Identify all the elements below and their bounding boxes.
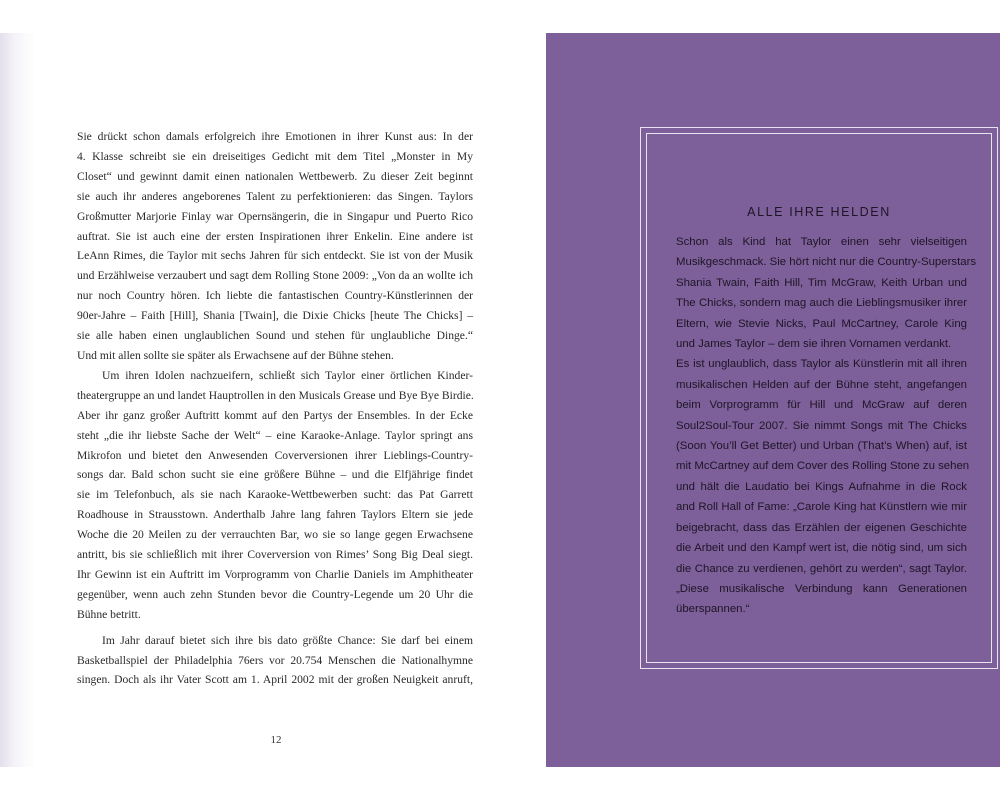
text-line: Um ihren Idolen nachzueifern, schließt sich Taylor einer örtlichen Kinder-: [102, 368, 473, 382]
page-number: 12: [270, 734, 282, 746]
sidebar-line: die Chance zu verdienen, gehört zu werden“, sagt Taylor.: [676, 562, 967, 575]
paragraph-2: [77, 366, 473, 625]
text-line: 90er-Jahre – Faith [Hill], Shania [Twain], die Dixie Chicks [heute The Chicks] –: [77, 309, 473, 323]
sidebar-line: Schon als Kind hat Taylor einen sehr vielseitigen: [676, 236, 967, 248]
sidebar-line: und hält die Laudatio bei Kings Aufnahme in die Rock: [676, 480, 967, 493]
text-line: Ihr Gewinn ist ein Auftritt im Vorprogramm von Charlie Daniels im Amphitheater: [77, 567, 473, 581]
sidebar-line: (Soon You’ll Get Better) und Urban (That’s When) auf, ist: [676, 440, 967, 453]
sidebar-line: Eltern, wie Stevie Nicks, Paul McCartney, Carole King: [676, 317, 967, 330]
text-line: Roadhouse in Strausstown. Anderthalb Jahre lang fahren Taylors Eltern sie jede: [77, 508, 473, 522]
text-line: Im Jahr darauf bietet sich ihre bis dato größte Chance: Sie darf bei einem: [102, 633, 473, 647]
text-line: Basketballspiel der Philadelphia 76ers vor 20.754 Menschen die Nationalhymne: [77, 653, 473, 667]
sidebar-line: Soul2Soul-Tour 2007. Sie nimmt Songs mit The Chicks: [676, 419, 967, 432]
sidebar-line: die Arbeit und den Kampf wert ist, die nötig sind, um sich: [676, 542, 967, 555]
text-line: sie auch ihr anderes angeborenes Talent zu perfektionieren: das Singen. Taylors: [77, 189, 473, 203]
text-line: gegenüber, wenn auch zehn Stunden bevor die Country-Legende um 20 Uhr die: [77, 587, 473, 601]
text-line: sie alle haben einen unglaublichen Sound und stehen für unglaubliche Dinge.“: [77, 329, 473, 343]
text-line: LeAnn Rimes, die Taylor mit sechs Jahren für sich entdeckt. Sie ist von der Musik: [77, 249, 473, 263]
text-line: theatergruppe an und landet Hauptrollen in den Musicals Grease und Bye Bye Birdie.: [77, 388, 474, 402]
sidebar-line: und James Taylor – dem sie ihren Vornamen verdankt.: [676, 338, 952, 351]
sidebar-line: beigebracht, dass das Erzählen der eigenen Geschichte: [676, 521, 967, 534]
text-line: singen. Doch als ihr Vater Scott am 1. April 2002 mit der großen Neuigkeit anruft,: [77, 673, 473, 687]
text-line: Bühne betritt.: [77, 607, 141, 621]
sidebar-line: and Roll Hall of Fame: „Carole King hat Künstlern wie mir: [676, 501, 967, 514]
text-line: 4. Klasse schreibt sie ein dreiseitiges Gedicht mit dem Titel „Monster in My: [77, 149, 473, 163]
text-line: sie im Telefonbuch, als sie nach Karaoke-Wettbewerben sucht: das Pat Garrett: [77, 488, 473, 502]
sidebar-line: Es ist unglaublich, dass Taylor als Künstlerin mit all ihren: [676, 358, 967, 371]
text-line: steht „die ihr liebste Sache der Welt“ – eine Karaoke-Anlage. Taylor springt ans: [77, 428, 473, 442]
paragraph-1: [77, 127, 473, 366]
text-line: Aber ihr ganz großer Auftritt kommt auf den Partys der Ensembles. In der Ecke: [77, 408, 473, 422]
text-line: nur noch Country hören. Ich liebte die fantastischen Country-Künstlerinnen der: [77, 289, 473, 303]
sidebar-line: überspannen.“: [676, 603, 750, 616]
text-line: Und mit allen sollte sie später als Erwachsene auf der Bühne stehen.: [77, 348, 394, 362]
text-line: und Erzählweise verzaubert und sagt dem Rolling Stone 2009: „Von da an wollte ich: [77, 269, 473, 283]
body-text: [77, 127, 473, 690]
text-line: antritt, bis sie schließlich mit ihrer Coverversion von Rimes’ Song Big Deal siegt.: [77, 548, 473, 562]
text-line: Closet“ und gewinnt damit einen nationalen Wettbewerb. Zu dieser Zeit beginnt: [77, 169, 473, 183]
sidebar-line: musikalischen Helden auf der Bühne steht, angefangen: [676, 378, 967, 391]
text-line: auftrat. Sie ist auch eine der ersten Inspirationen ihrer Enkelin. Eine andere ist: [77, 229, 473, 243]
sidebar-line: Shania Twain, Faith Hill, Tim McGraw, Keith Urban und: [676, 276, 967, 289]
sidebar-text: [676, 232, 977, 620]
paragraph-3: [77, 631, 473, 691]
text-line: Mikrofon und bietet den Anwesenden Coverversionen ihrer Lieblings-Country-: [77, 448, 473, 462]
text-line: songs dar. Bald schon sucht sie eine größere Bühne – und die Elfjährige findet: [77, 468, 473, 482]
text-line: Woche die 20 Meilen zu der verrauchten Bar, wo sie so lange gegen Erwachsene: [77, 528, 473, 542]
sidebar-line: „Diese musikalische Verbindung kann Generationen: [676, 582, 967, 595]
sidebar-line: mit McCartney auf dem Cover des Rolling Stone zu sehen: [676, 460, 970, 473]
text-line: Sie drückt schon damals erfolgreich ihre Emotionen in ihrer Kunst aus: In der: [77, 130, 473, 143]
sidebar-line: The Chicks, sondern mag auch die Lieblingsmusiker ihrer: [676, 297, 967, 310]
sidebar-line: Musikgeschmack. Sie hört nicht nur die Country-Superstars: [676, 256, 977, 269]
sidebar-title: ALLE IHRE HELDEN: [747, 205, 891, 219]
sidebar-line: beim Vorprogramm für Hill und McGraw auf deren: [676, 399, 967, 412]
text-line: Großmutter Marjorie Finlay war Opernsängerin, die in Singapur und Puerto Rico: [77, 209, 473, 223]
